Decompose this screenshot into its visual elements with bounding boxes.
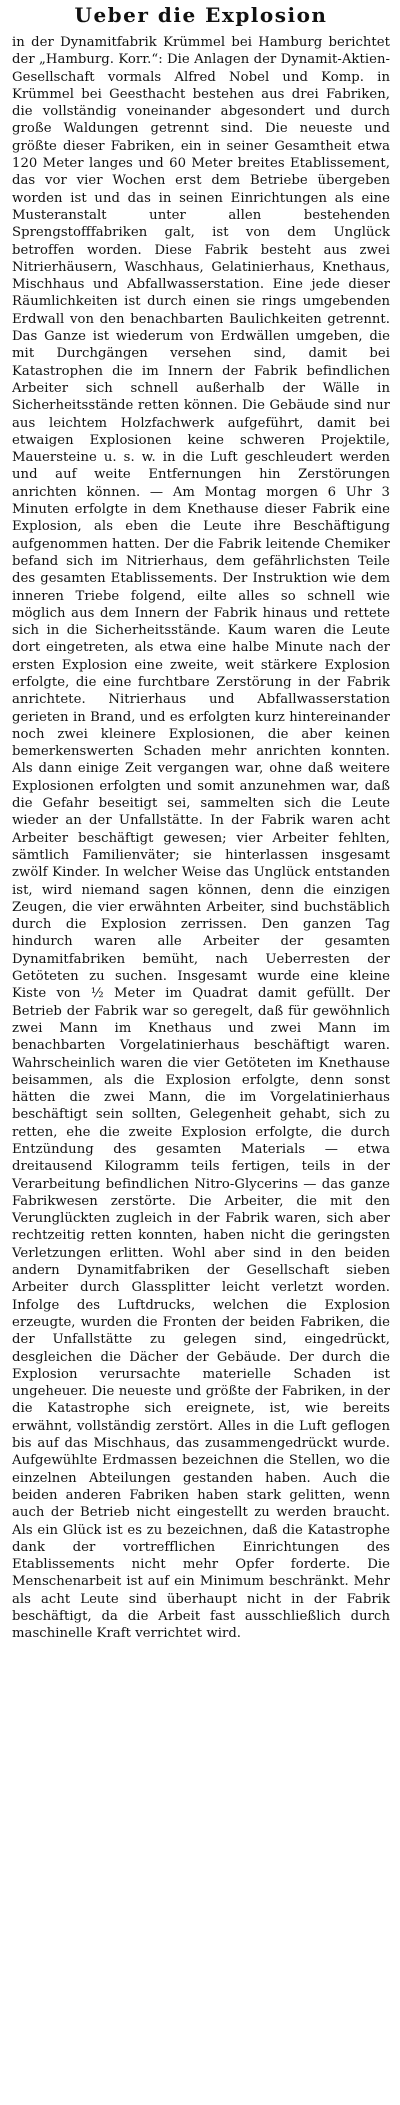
article-headline: Ueber die Explosion <box>74 3 328 27</box>
article-body: in der Dynamitfabrik Krümmel bei Hamburg berichtet der „Hamburg. Korr.“: Die Anlagen der Dynamit-Aktien-Gesellschaft vormals Alfred Nobel und Komp. in Krümmel bei Geesthacht bestehen aus drei Fabriken, die vollständig voneinander abgesondert und durch große Waldungen getrennt sind. Die neueste und größte dieser Fabriken, ein in seiner Gesamtheit etwa 120 Meter langes und 60 Meter breites Etablissement, das vor vier Wochen erst dem Betriebe übergeben worden ist und das in seinen Einrichtungen als eine Musteranstalt unter allen bestehenden Sprengstofffabriken galt, ist von dem Unglück betroffen worden. Diese Fabrik besteht aus zwei Nitrierhäusern, Waschhaus, Gelatinierhaus, Knethaus, Mischhaus und Abfallwasserstation. Eine jede dieser Räumlichkeiten ist durch einen sie rings umgebenden Erdwall von den benachbarten Baulichkeiten getrennt. Das Ganze ist wiederum von Erdwällen umgeben, die mit Durchgängen versehen sind, damit bei Katastrophen die im Innern der Fabrik befindlichen Arbeiter sich schnell außerhalb der Wälle in Sicherheitsstände retten können. Die Gebäude sind nur aus leichtem Holzfachwerk aufgeführt, damit bei etwaigen Explosionen keine schweren Projektile, Mauersteine u. s. w. in die Luft geschleudert werden und auf weite Entfernungen hin Zerstörungen anrichten können. — Am Montag morgen 6 Uhr 3 Minuten erfolgte in dem Knethause dieser Fabrik eine Explosion, als eben die Leute ihre Beschäftigung aufgenommen hatten. Der die Fabrik leitende Chemiker befand sich im Nitrierhaus, dem gefährlichsten Teile des gesamten Etablissements. Der Instruktion wie dem inneren Triebe folgend, eilte alles so schnell wie möglich aus dem Innern der Fabrik hinaus und rettete sich in die Sicherheitsstände. Kaum waren die Leute dort eingetreten, als etwa eine halbe Minute nach der ersten Explosion eine zweite, weit stärkere Explosion erfolgte, die eine furchtbare Zerstörung in der Fabrik anrichtete. Nitrierhaus und Abfallwasserstation gerieten in Brand, und es erfolgten kurz hintereinander noch zwei kleinere Explosionen, die aber keinen bemerkenswerten Schaden mehr anrichten konnten. Als dann einige Zeit vergangen war, ohne daß weitere Explosionen erfolgten und somit anzunehmen war, daß die Gefahr beseitigt sei, sammelten sich die Leute wieder an der Unfallstätte. In der Fabrik waren acht Arbeiter beschäftigt gewesen; vier Arbeiter fehlten, sämtlich Familienväter; sie hinterlassen insgesamt zwölf Kinder. In welcher Weise das Unglück entstanden ist, wird niemand sagen können, denn die einzigen Zeugen, die vier erwähnten Arbeiter, sind buchstäblich durch die Explosion zerrissen. Den ganzen Tag hindurch waren alle Arbeiter der gesamten Dynamitfabriken bemüht, nach Ueberresten der Getöteten zu suchen. Insgesamt wurde eine kleine Kiste von ½ Meter im Quadrat damit gefüllt. Der Betrieb der Fabrik war so geregelt, daß für gewöhnlich zwei Mann im Knethaus und zwei Mann im benachbarten Vorgelatinierhaus beschäftigt waren. Wahrscheinlich waren die vier Getöteten im Knethause beisammen, als die Explosion erfolgte, denn sonst hätten die zwei Mann, die im Vorgelatinierhaus beschäftigt sein sollten, Gelegenheit gehabt, sich zu retten, ehe die zweite Explosion erfolgte, die durch Entzündung des gesamten Materials — etwa dreitausend Kilogramm teils fertigen, teils in der Verarbeitung befindlichen Nitro-Glycerins — das ganze Fabrikwesen zerstörte. Die Arbeiter, die mit den Verunglückten zugleich in der Fabrik waren, sich aber rechtzeitig retten konnten, haben nicht die geringsten Verletzungen erlitten. Wohl aber sind in den beiden andern Dynamitfabriken der Gesellschaft sieben Arbeiter durch Glassplitter leicht verletzt worden. Infolge des Luftdrucks, welchen die Explosion erzeugte, wurden die Fronten der beiden Fabriken, die der Unfallstätte zu gelegen sind, eingedrückt, desgleichen die Dächer der Gebäude. Der durch die Explosion verursachte materielle Schaden ist ungeheuer. Die neueste und größte der Fabriken, in der die Katastrophe sich ereignete, ist, wie bereits erwähnt, vollständig zerstört. Alles in die Luft geflogen bis auf das Mischhaus, das zusammengedrückt wurde. Aufgewühlte Erdmassen bezeichnen die Stellen, wo die einzelnen Abteilungen gestanden haben. Auch die beiden anderen Fabriken haben stark gelitten, wenn auch der Betrieb nicht eingestellt zu werden braucht. Als ein Glück ist es zu bezeichnen, daß die Katastrophe dank der vortrefflichen Einrichtungen des Etablissements nicht mehr Opfer forderte. Die Menschenarbeit ist auf ein Minimum beschränkt. Mehr als acht Leute sind überhaupt nicht in der Fabrik beschäftigt, da die Arbeit fast ausschließlich durch maschinelle Kraft verrichtet wird. <box>12 35 390 1642</box>
